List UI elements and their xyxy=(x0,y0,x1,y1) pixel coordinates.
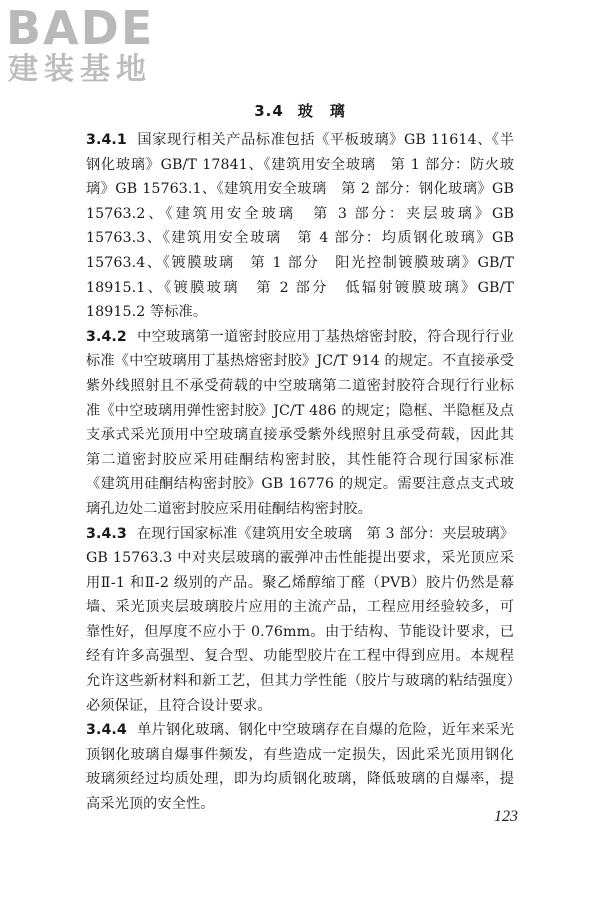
paragraph-text: 单片钢化玻璃、钢化中空玻璃存在自爆的危险，近年来采光顶钢化玻璃自爆事件频发，有些造成一定损失，因此采光顶用钢化玻璃须经过均质处理，即为均质钢化玻璃，降低玻璃的自爆率，提高采光顶的安全性。 xyxy=(86,722,514,813)
page-body xyxy=(86,128,514,817)
section-number: 3.4 xyxy=(254,102,284,120)
page-number: 123 xyxy=(494,808,518,825)
paragraph-number: 3.4.4 xyxy=(86,722,127,739)
paragraph-text: 国家现行相关产品标准包括《平板玻璃》GB 11614、《半钢化玻璃》GB/T 17841、《建筑用安全玻璃 第 1 部分：防火玻璃》GB 15763.1、《建筑用安全玻璃 第 2 部分：钢化玻璃》GB 15763.2、《建筑用安全玻璃 第 3 部分：夹层玻璃》GB 15763.3、《建筑用安全玻璃 第 4 部分：均质钢化玻璃》GB 15763.4、《镀膜玻璃 第 1 部分 阳光控制镀膜玻璃》GB/T 18915.1、《镀膜玻璃 第 2 部分 低辐射镀膜玻璃》GB/T 18915.2 等标准。 xyxy=(86,132,514,321)
section-title xyxy=(0,100,600,121)
section-title-text: 玻 璃 xyxy=(297,102,346,120)
paragraph-number: 3.4.1 xyxy=(86,132,127,148)
paragraph-number: 3.4.2 xyxy=(86,328,127,345)
paragraph-text: 在现行国家标准《建筑用安全玻璃 第 3 部分：夹层玻璃》GB 15763.3 中对夹层玻璃的霰弹冲击性能提出要求，采光顶应采用Ⅱ-1 和Ⅱ-2 级别的产品。聚乙烯醇缩丁醛（PVB）胶片仍然是幕墙、采光顶夹层玻璃胶片应用的主流产品，工程应用经验较多，可靠性好，但厚度不应小于 0.76mm。由于结构、节能设计要求，已经有许多高强型、复合型、功能型胶片在工程中得到应用。本规程允许这些新材料和新工艺，但其力学性能（胶片与玻璃的粘结强度）必须保证，且符合设计要求。 xyxy=(86,525,514,714)
logo-wordmark: BADE xyxy=(6,1,155,55)
paragraph-3-4-3 xyxy=(86,522,514,719)
paragraph-3-4-4 xyxy=(86,718,514,816)
paragraph-3-4-2 xyxy=(86,325,514,522)
bade-logo xyxy=(6,2,186,92)
paragraph-number: 3.4.3 xyxy=(86,525,127,542)
logo-subtitle: 建装基地 xyxy=(8,52,152,87)
paragraph-3-4-1 xyxy=(86,128,514,325)
paragraph-text: 中空玻璃第一道密封胶应用丁基热熔密封胶，符合现行行业标准《中空玻璃用丁基热熔密封胶》JC/T 914 的规定。不直接承受紫外线照射且不承受荷载的中空玻璃第二道密封胶符合现行行业标准《中空玻璃用弹性密封胶》JC/T 486 的规定；隐框、半隐框及点支承式采光顶用中空玻璃直接承受紫外线照射且承受荷载，因此其第二道密封胶应采用硅酮结构密封胶，其性能符合现行国家标准《建筑用硅酮结构密封胶》GB 16776 的规定。需要注意点支式玻璃孔边处二道密封胶应采用硅酮结构密封胶。 xyxy=(86,328,514,517)
